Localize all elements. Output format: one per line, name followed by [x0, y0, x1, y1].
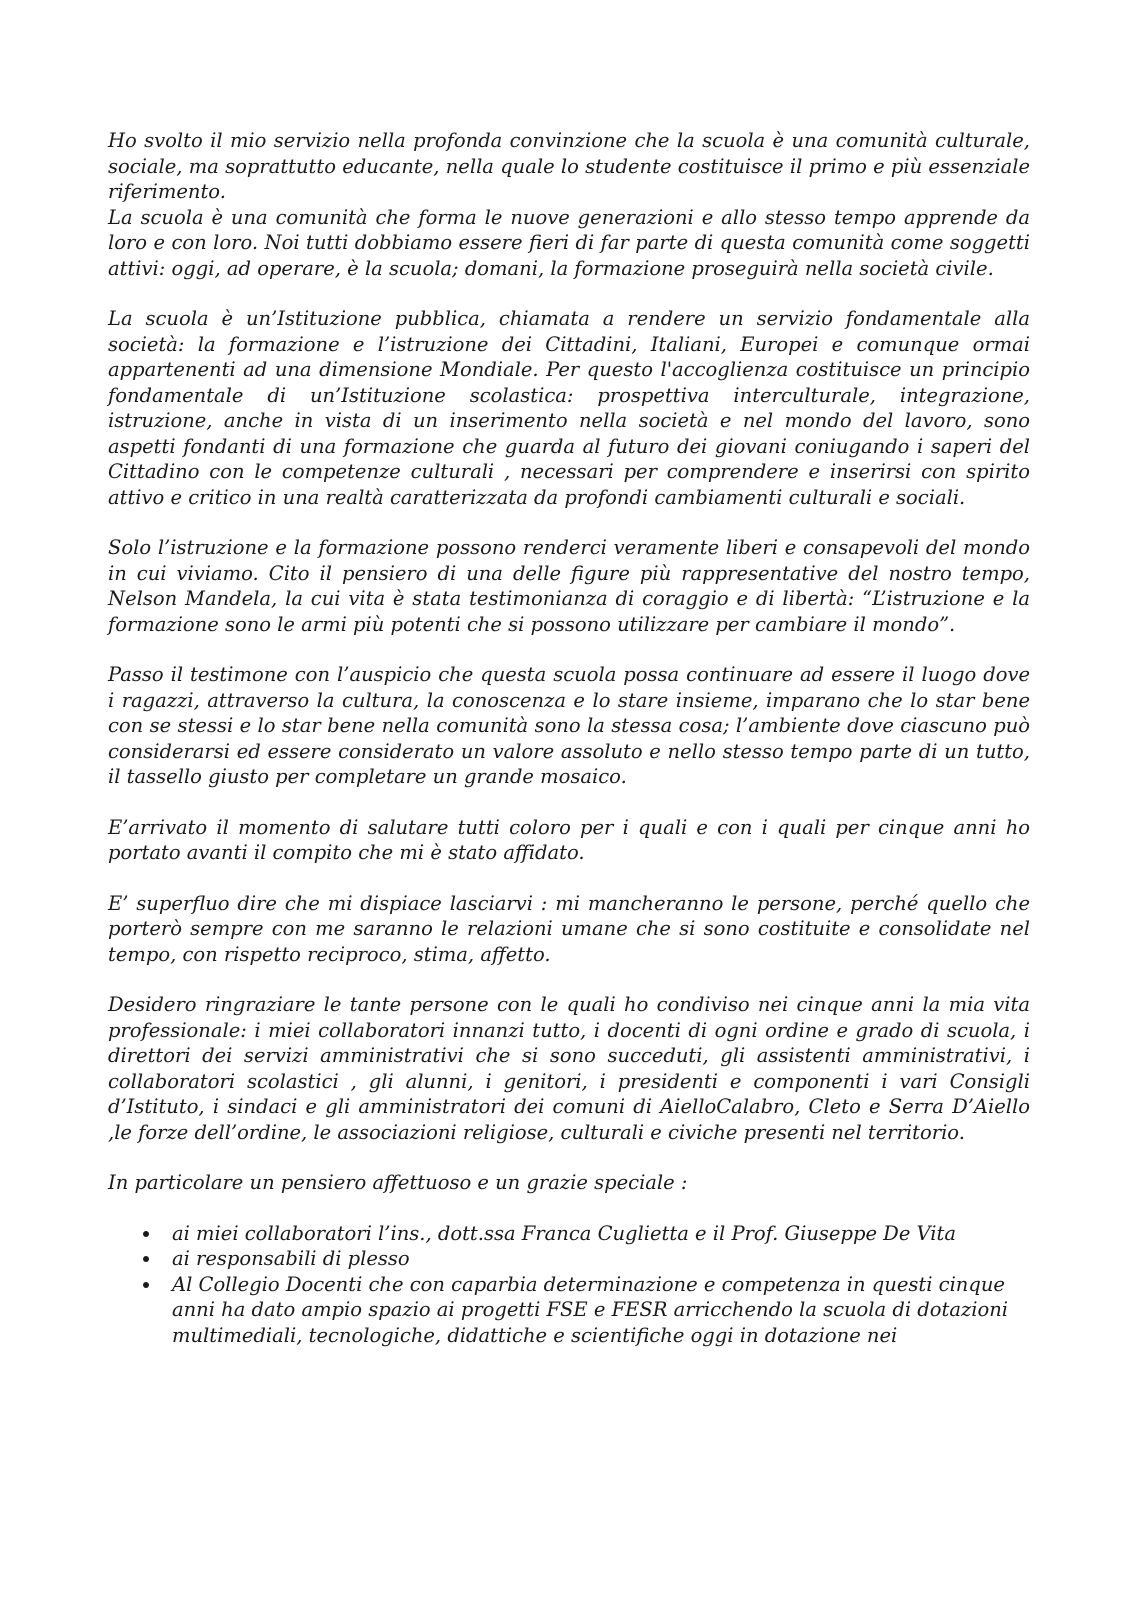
paragraph-school-community: La scuola è una comunità che forma le nuove generazioni e allo stesso tempo apprende da loro e con loro. Noi tutti dobbiamo essere fieri di far parte di questa comunità come soggetti attivi: oggi, ad operare, è la scuola; domani, la formazione proseguirà nella società civile. [108, 205, 1030, 280]
paragraph-thanks: Desidero ringraziare le tante persone con le quali ho condiviso nei cinque anni la mia vita professionale: i miei collaboratori innanzi tutto, i docenti di ogni ordine e grado di scuola, i direttori dei servizi amministrativi che si sono succeduti, gli assistenti amministrativi, i collaboratori scolastici , gli alunni, i genitori, i presidenti e componenti i vari Consigli d’Istituto, i sindaci e gli amministratori dei comuni di AielloCalabro, Cleto e Serra D’Aiello ,le forze dell’ordine, le associazioni religiose, culturali e civiche presenti nel territorio. [108, 993, 1030, 1144]
paragraph-public-institution: La scuola è un’Istituzione pubblica, chiamata a rendere un servizio fondamentale alla società: la formazione e l’istruzione dei Cittadini, Italiani, Europei e comunque ormai appartenenti ad una dimensione Mondiale. Per questo l'accoglienza costituisce un principio fondamentale di un’Istituzione scolastica: prospettiva interculturale, integrazione, istruzione, anche in vista di un inserimento nella società e nel mondo del lavoro, sono aspetti fondanti di una formazione che guarda al futuro dei giovani coniugando i saperi del Cittadino con le competenze culturali , necessari per comprendere e inserirsi con spirito attivo e critico in una realtà caratterizzata da profondi cambiamenti culturali e sociali. [108, 307, 1030, 509]
paragraph-special-thanks-intro: In particolare un pensiero affettuoso e un grazie speciale : [108, 1171, 688, 1194]
list-item [172, 1246, 1030, 1272]
paragraph-mandela-quote: Solo l’istruzione e la formazione possono renderci veramente liberi e consapevoli del mondo in cui viviamo. Cito il pensiero di una delle figure più rappresentative del nostro tempo, Nelson Mandela, la cui vita è stata testimonianza di coraggio e di libertà: “L’istruzione e la formazione sono le armi più potenti che si possono utilizzare per cambiare il mondo”. [108, 536, 1030, 636]
bullet-dot-icon [143, 1231, 149, 1237]
bullet-dot-icon [143, 1282, 149, 1288]
list-item-text: ai responsabili di plesso [172, 1247, 410, 1270]
paragraph-regret-leaving: E’ superfluo dire che mi dispiace lasciarvi : mi mancheranno le persone, perché quello che porterò sempre con me saranno le relazioni umane che si sono costituite e consolidate nel tempo, con rispetto reciproco, stima, affetto. [108, 891, 1030, 966]
paragraph-passing-baton: Passo il testimone con l’auspicio che questa scuola possa continuare ad essere il luogo dove i ragazzi, attraverso la cultura, la conoscenza e lo stare insieme, imparano che lo star bene con se stessi e lo star bene nella comunità sono la stessa cosa; l’ambiente dove ciascuno può considerarsi ed essere considerato un valore assoluto e nello stesso tempo parte di un tutto, il tassello giusto per completare un grande mosaico. [108, 663, 1030, 788]
list-item-text: Al Collegio Docenti che con caparbia determinazione e competenza in questi cinque anni ha dato ampio spazio ai progetti FSE e FESR arricchendo la scuola di dotazioni multimediali, tecnologiche, didattiche e scientifiche oggi in dotazione nei [172, 1272, 1009, 1347]
thanks-bullet-list [108, 1221, 1030, 1349]
document-page [108, 128, 1030, 1348]
paragraph-farewell-moment: E’arrivato il momento di salutare tutti coloro per i quali e con i quali per cinque anni ho portato avanti il compito che mi è stato affidato. [108, 815, 1030, 864]
list-item [172, 1221, 1030, 1247]
bullet-dot-icon [143, 1256, 149, 1262]
list-item [172, 1272, 1030, 1349]
paragraph-service-conviction: Ho svolto il mio servizio nella profonda convinzione che la scuola è una comunità culturale, sociale, ma soprattutto educante, nella quale lo studente costituisce il primo e più essenziale riferimento. [108, 129, 1030, 203]
list-item-text: ai miei collaboratori l’ins., dott.ssa Franca Cuglietta e il Prof. Giuseppe De Vita [172, 1221, 956, 1245]
